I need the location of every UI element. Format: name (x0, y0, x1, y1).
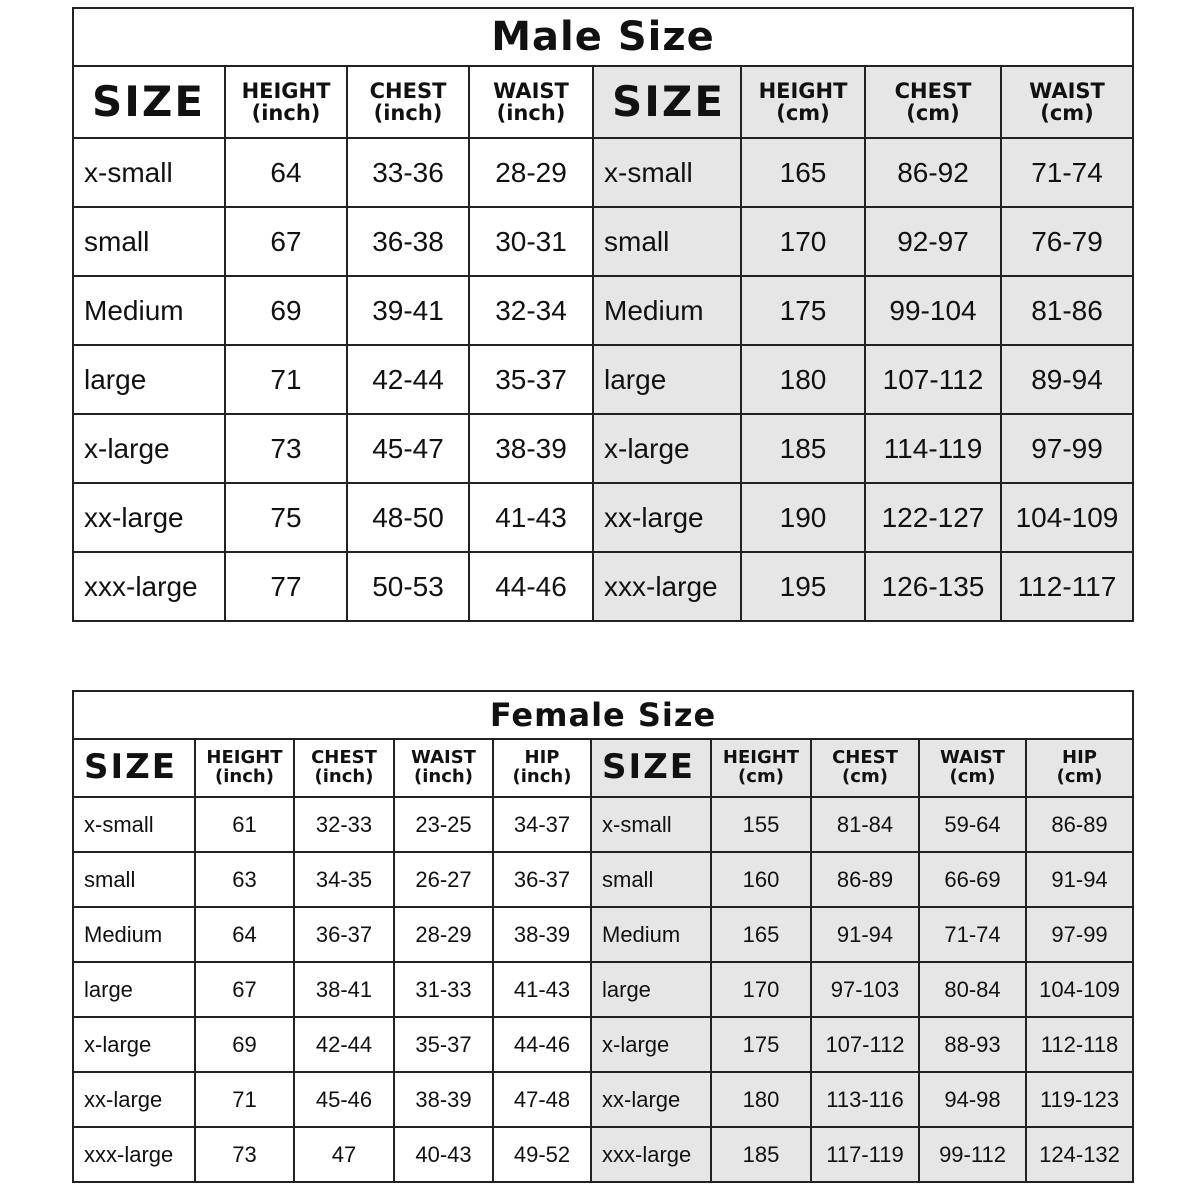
measurement-cell: 59-64 (919, 797, 1026, 852)
measurement-cell: 97-99 (1026, 907, 1133, 962)
size-name-cell: xxx-large (591, 1127, 711, 1182)
size-name-cell: xxx-large (593, 552, 741, 621)
measurement-cell: 66-69 (919, 852, 1026, 907)
measurement-cell: 35-37 (469, 345, 593, 414)
measurement-cell: 86-89 (811, 852, 919, 907)
measurement-cell: 180 (711, 1072, 811, 1127)
size-name-cell: xxx-large (73, 552, 225, 621)
measurement-cell: 99-112 (919, 1127, 1026, 1182)
measurement-cell: 26-27 (394, 852, 493, 907)
measurement-cell: 42-44 (294, 1017, 394, 1072)
table-row (73, 345, 1133, 414)
female-size-table (72, 690, 1134, 1183)
column-header (919, 739, 1026, 797)
measurement-cell: 99-104 (865, 276, 1001, 345)
measurement-cell: 41-43 (493, 962, 591, 1017)
column-header-name: WAIST (411, 747, 476, 769)
column-header-name: CHEST (311, 747, 377, 769)
column-header-unit: (cm) (776, 101, 830, 125)
table-row (73, 907, 1133, 962)
column-header (593, 66, 741, 138)
measurement-cell: 45-46 (294, 1072, 394, 1127)
column-header-unit: (inch) (251, 101, 321, 125)
column-header-name: CHEST (832, 747, 898, 769)
measurement-cell: 39-41 (347, 276, 469, 345)
size-name-cell: Medium (591, 907, 711, 962)
column-header (469, 66, 593, 138)
table-row (73, 1017, 1133, 1072)
male-header-row (73, 66, 1133, 138)
measurement-cell: 97-103 (811, 962, 919, 1017)
measurement-cell: 88-93 (919, 1017, 1026, 1072)
measurement-cell: 104-109 (1001, 483, 1133, 552)
measurement-cell: 80-84 (919, 962, 1026, 1017)
measurement-cell: 97-99 (1001, 414, 1133, 483)
size-name-cell: xx-large (593, 483, 741, 552)
measurement-cell: 185 (741, 414, 865, 483)
column-header-name: HIP (524, 747, 560, 769)
measurement-cell: 185 (711, 1127, 811, 1182)
size-name-cell: Medium (73, 907, 195, 962)
male-table-title: Male Size (73, 8, 1133, 66)
measurement-cell: 33-36 (347, 138, 469, 207)
measurement-cell: 73 (225, 414, 347, 483)
column-header-name: SIZE (612, 76, 726, 126)
measurement-cell: 155 (711, 797, 811, 852)
size-name-cell: x-large (73, 414, 225, 483)
size-name-cell: large (593, 345, 741, 414)
size-name-cell: x-small (73, 797, 195, 852)
size-name-cell: Medium (73, 276, 225, 345)
measurement-cell: 86-92 (865, 138, 1001, 207)
measurement-cell: 107-112 (865, 345, 1001, 414)
column-header-name: SIZE (92, 76, 206, 126)
measurement-cell: 69 (225, 276, 347, 345)
measurement-cell: 64 (195, 907, 294, 962)
table-row (73, 852, 1133, 907)
measurement-cell: 36-38 (347, 207, 469, 276)
measurement-cell: 41-43 (469, 483, 593, 552)
column-header (347, 66, 469, 138)
female-header-row (73, 739, 1133, 797)
female-table-title: Female Size (73, 691, 1133, 739)
column-header (1026, 739, 1133, 797)
column-header (195, 739, 294, 797)
measurement-cell: 64 (225, 138, 347, 207)
table-row (73, 1127, 1133, 1182)
size-name-cell: xxx-large (73, 1127, 195, 1182)
measurement-cell: 73 (195, 1127, 294, 1182)
measurement-cell: 81-84 (811, 797, 919, 852)
male-size-table (72, 7, 1134, 622)
measurement-cell: 38-41 (294, 962, 394, 1017)
table-row (73, 962, 1133, 1017)
column-header (294, 739, 394, 797)
column-header-unit: (inch) (373, 101, 443, 125)
column-header-unit: (inch) (512, 766, 572, 787)
measurement-cell: 91-94 (811, 907, 919, 962)
size-name-cell: xx-large (73, 1072, 195, 1127)
measurement-cell: 47-48 (493, 1072, 591, 1127)
table-row (73, 276, 1133, 345)
measurement-cell: 76-79 (1001, 207, 1133, 276)
measurement-cell: 124-132 (1026, 1127, 1133, 1182)
table-row (73, 1072, 1133, 1127)
measurement-cell: 36-37 (294, 907, 394, 962)
column-header-name: WAIST (940, 747, 1005, 769)
measurement-cell: 30-31 (469, 207, 593, 276)
table-row (73, 138, 1133, 207)
column-header (493, 739, 591, 797)
column-header (394, 739, 493, 797)
size-name-cell: xx-large (73, 483, 225, 552)
measurement-cell: 48-50 (347, 483, 469, 552)
measurement-cell: 94-98 (919, 1072, 1026, 1127)
size-name-cell: Medium (593, 276, 741, 345)
measurement-cell: 67 (195, 962, 294, 1017)
measurement-cell: 190 (741, 483, 865, 552)
table-row (73, 552, 1133, 621)
size-name-cell: large (73, 962, 195, 1017)
measurement-cell: 38-39 (394, 1072, 493, 1127)
measurement-cell: 175 (741, 276, 865, 345)
size-name-cell: x-large (591, 1017, 711, 1072)
measurement-cell: 160 (711, 852, 811, 907)
column-header (811, 739, 919, 797)
measurement-cell: 34-35 (294, 852, 394, 907)
measurement-cell: 71 (225, 345, 347, 414)
measurement-cell: 71-74 (919, 907, 1026, 962)
measurement-cell: 175 (711, 1017, 811, 1072)
column-header-unit: (inch) (414, 766, 473, 787)
table-row (73, 207, 1133, 276)
column-header-unit: (inch) (496, 101, 566, 125)
size-name-cell: large (73, 345, 225, 414)
column-header-unit: (cm) (1040, 101, 1094, 125)
measurement-cell: 23-25 (394, 797, 493, 852)
column-header (711, 739, 811, 797)
column-header-unit: (cm) (906, 101, 960, 125)
table-row (73, 483, 1133, 552)
size-name-cell: small (593, 207, 741, 276)
column-header-name: HEIGHT (722, 747, 800, 769)
measurement-cell: 28-29 (469, 138, 593, 207)
column-header-name: HEIGHT (758, 78, 848, 103)
column-header-name: HIP (1062, 747, 1098, 769)
measurement-cell: 45-47 (347, 414, 469, 483)
measurement-cell: 47 (294, 1127, 394, 1182)
measurement-cell: 36-37 (493, 852, 591, 907)
measurement-cell: 104-109 (1026, 962, 1133, 1017)
measurement-cell: 126-135 (865, 552, 1001, 621)
measurement-cell: 63 (195, 852, 294, 907)
column-header-unit: (cm) (738, 766, 784, 787)
measurement-cell: 71 (195, 1072, 294, 1127)
measurement-cell: 170 (711, 962, 811, 1017)
size-name-cell: small (73, 207, 225, 276)
measurement-cell: 180 (741, 345, 865, 414)
measurement-cell: 165 (741, 138, 865, 207)
measurement-cell: 119-123 (1026, 1072, 1133, 1127)
column-header-name: WAIST (1029, 78, 1105, 103)
table-row (73, 414, 1133, 483)
measurement-cell: 34-37 (493, 797, 591, 852)
measurement-cell: 32-34 (469, 276, 593, 345)
measurement-cell: 77 (225, 552, 347, 621)
measurement-cell: 122-127 (865, 483, 1001, 552)
size-name-cell: x-small (591, 797, 711, 852)
column-header-unit: (cm) (842, 766, 888, 787)
measurement-cell: 81-86 (1001, 276, 1133, 345)
measurement-cell: 31-33 (394, 962, 493, 1017)
measurement-cell: 92-97 (865, 207, 1001, 276)
column-header (73, 739, 195, 797)
column-header (865, 66, 1001, 138)
column-header-name: CHEST (894, 78, 972, 103)
column-header (741, 66, 865, 138)
size-name-cell: x-small (593, 138, 741, 207)
measurement-cell: 112-117 (1001, 552, 1133, 621)
size-name-cell: x-large (593, 414, 741, 483)
column-header (1001, 66, 1133, 138)
measurement-cell: 35-37 (394, 1017, 493, 1072)
measurement-cell: 91-94 (1026, 852, 1133, 907)
measurement-cell: 67 (225, 207, 347, 276)
column-header-name: WAIST (493, 78, 569, 103)
size-name-cell: x-large (73, 1017, 195, 1072)
column-header-unit: (cm) (949, 766, 996, 787)
column-header-name: HEIGHT (241, 78, 331, 103)
measurement-cell: 49-52 (493, 1127, 591, 1182)
measurement-cell: 75 (225, 483, 347, 552)
measurement-cell: 71-74 (1001, 138, 1133, 207)
measurement-cell: 50-53 (347, 552, 469, 621)
measurement-cell: 69 (195, 1017, 294, 1072)
column-header (591, 739, 711, 797)
table-row (73, 797, 1133, 852)
column-header-name: CHEST (369, 78, 447, 103)
measurement-cell: 165 (711, 907, 811, 962)
column-header-name: SIZE (84, 747, 178, 788)
column-header (73, 66, 225, 138)
size-name-cell: small (73, 852, 195, 907)
measurement-cell: 61 (195, 797, 294, 852)
measurement-cell: 89-94 (1001, 345, 1133, 414)
column-header-unit: (cm) (1056, 766, 1103, 787)
measurement-cell: 38-39 (469, 414, 593, 483)
measurement-cell: 170 (741, 207, 865, 276)
column-header (225, 66, 347, 138)
measurement-cell: 195 (741, 552, 865, 621)
measurement-cell: 42-44 (347, 345, 469, 414)
column-header-unit: (inch) (215, 766, 274, 787)
measurement-cell: 28-29 (394, 907, 493, 962)
size-name-cell: small (591, 852, 711, 907)
measurement-cell: 38-39 (493, 907, 591, 962)
column-header-name: SIZE (602, 747, 696, 788)
measurement-cell: 86-89 (1026, 797, 1133, 852)
size-name-cell: large (591, 962, 711, 1017)
size-name-cell: x-small (73, 138, 225, 207)
measurement-cell: 107-112 (811, 1017, 919, 1072)
measurement-cell: 44-46 (469, 552, 593, 621)
measurement-cell: 117-119 (811, 1127, 919, 1182)
measurement-cell: 113-116 (811, 1072, 919, 1127)
measurement-cell: 114-119 (865, 414, 1001, 483)
size-name-cell: xx-large (591, 1072, 711, 1127)
column-header-name: HEIGHT (206, 747, 283, 769)
measurement-cell: 40-43 (394, 1127, 493, 1182)
measurement-cell: 44-46 (493, 1017, 591, 1072)
measurement-cell: 32-33 (294, 797, 394, 852)
measurement-cell: 112-118 (1026, 1017, 1133, 1072)
column-header-unit: (inch) (314, 766, 374, 787)
